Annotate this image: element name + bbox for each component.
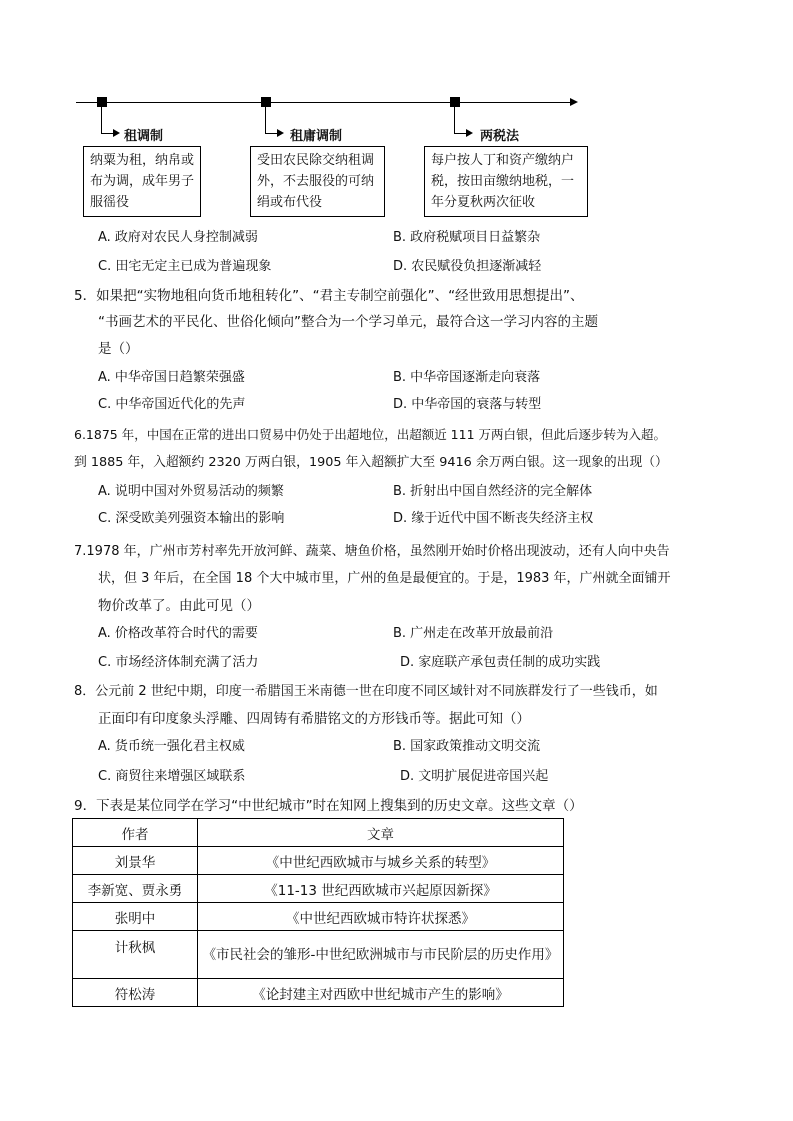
table-row <box>73 931 564 979</box>
table-cell-author: 刘景华 <box>73 847 198 875</box>
q8-stem-line1: 8．公元前 2 世纪中期，印度一希腊国王米南德一世在印度不同区域针对不同族群发行了一些钱币，如 <box>74 684 658 699</box>
q6-option-c: C. 深受欧美列强资本输出的影响 <box>98 511 285 526</box>
q6-stem-line2: 到 1885 年，入超额约 2320 万两白银，1905 年入超额扩大至 9416 余万两白银。这一现象的出现（） <box>74 455 668 470</box>
table-row <box>73 979 564 1007</box>
table-header-row <box>73 819 564 847</box>
timeline-marker-3 <box>450 97 460 107</box>
timeline-label-3: 两税法 <box>480 129 520 144</box>
q4-option-c: C. 田宅无定主已成为普遍现象 <box>98 259 272 274</box>
q7-stem-line2: 状，但 3 年后，在全国 18 个大中城市里，广州的鱼是最便宜的。于是，1983 年，广州就全面铺开 <box>98 571 671 586</box>
q6-stem-line1: 6.1875 年，中国在正常的进出口贸易中仍处于出超地位，出超额近 111 万两白银，但此后逐步转为入超。 <box>74 427 667 442</box>
articles-table <box>72 818 564 1007</box>
q5-option-c: C. 中华帝国近代化的先声 <box>98 397 246 412</box>
q8-option-c: C. 商贸往来增强区域联系 <box>98 769 246 784</box>
q5-stem-line3: 是（） <box>98 341 139 357</box>
timeline-label-2: 租庸调制 <box>290 129 343 144</box>
timeline-arrowhead <box>570 98 578 106</box>
q5-stem-line2: “书画艺术的平民化、世俗化倾向”整合为一个学习单元，最符合这一学习内容的主题 <box>98 314 598 330</box>
timeline-stem-1 <box>101 107 102 133</box>
q5-option-d: D. 中华帝国的衰落与转型 <box>393 397 542 412</box>
table-cell-author: 李新宽、贾永勇 <box>73 875 198 903</box>
table-cell-article: 《论封建主对西欧中世纪城市产生的影响》 <box>198 979 564 1007</box>
q7-option-b: B. 广州走在改革开放最前沿 <box>393 626 554 641</box>
table-cell-article: 《中世纪西欧城市特许状探悉》 <box>198 903 564 931</box>
q9-stem-line1: 9．下表是某位同学在学习“中世纪城市”时在知网上搜集到的历史文章。这些文章（） <box>74 798 583 814</box>
timeline-branch-arrow-2 <box>277 129 284 137</box>
q4-option-b: B. 政府税赋项目日益繁杂 <box>393 230 541 245</box>
timeline-label-1: 租调制 <box>124 129 164 144</box>
table-row <box>73 903 564 931</box>
q8-stem-line2: 正面印有印度象头浮雕、四周铸有希腊铭文的方形钱币等。据此可知（） <box>98 711 530 727</box>
q7-option-d: D. 家庭联产承包责任制的成功实践 <box>400 655 601 670</box>
q6-option-d: D. 缘于近代中国不断丧失经济主权 <box>393 511 594 526</box>
q5-option-b: B. 中华帝国逐渐走向衰落 <box>393 370 541 385</box>
table-cell-article: 《市民社会的雏形-中世纪欧洲城市与市民阶层的历史作用》 <box>198 931 564 979</box>
timeline-box-2: 受田农民除交纳租调外，不去服役的可纳绢或布代役 <box>250 146 385 217</box>
q7-option-a: A. 价格改革符合时代的需要 <box>98 626 258 641</box>
table-cell-author: 计秋枫 <box>73 931 198 979</box>
table-cell-article: 《11-13 世纪西欧城市兴起原因新探》 <box>198 875 564 903</box>
timeline-marker-2 <box>261 97 271 107</box>
table-row <box>73 847 564 875</box>
q7-option-c: C. 市场经济体制充满了活力 <box>98 655 259 670</box>
q5-stem-line1: 5．如果把“实物地租向货币地租转化”、“君主专制空前强化”、“经世致用思想提出”、 <box>74 288 584 304</box>
table-row <box>73 875 564 903</box>
timeline-axis <box>76 102 574 103</box>
timeline-branch-arrow-1 <box>113 129 120 137</box>
timeline-marker-1 <box>97 97 107 107</box>
timeline-box-1: 纳粟为租，纳帛或布为调，成年男子服徭役 <box>83 146 201 217</box>
timeline-branch-arrow-3 <box>466 129 473 137</box>
timeline-stem-3 <box>454 107 455 133</box>
q8-option-d: D. 文明扩展促进帝国兴起 <box>400 769 549 784</box>
timeline-box-3: 每户按人丁和资产缴纳户税，按田亩缴纳地税，一年分夏秋两次征收 <box>424 146 588 217</box>
q7-stem-line1: 7.1978 年，广州市芳村率先开放河鲜、蔬菜、塘鱼价格，虽然刚开始时价格出现波动，还有人向中央告 <box>74 544 670 559</box>
q4-option-d: D. 农民赋役负担逐渐减轻 <box>393 259 542 274</box>
q6-option-a: A. 说明中国对外贸易活动的频繁 <box>98 484 284 499</box>
timeline-stem-2 <box>265 107 266 133</box>
q6-option-b: B. 折射出中国自然经济的完全解体 <box>393 484 593 499</box>
q8-option-b: B. 国家政策推动文明交流 <box>393 739 541 754</box>
table-cell-article: 《中世纪西欧城市与城乡关系的转型》 <box>198 847 564 875</box>
table-header-author: 作者 <box>73 819 198 847</box>
table-cell-author: 符松涛 <box>73 979 198 1007</box>
q5-option-a: A. 中华帝国日趋繁荣强盛 <box>98 370 245 385</box>
table-cell-author: 张明中 <box>73 903 198 931</box>
q8-option-a: A. 货币统一强化君主权威 <box>98 739 245 754</box>
table-header-article: 文章 <box>198 819 564 847</box>
q4-option-a: A. 政府对农民人身控制减弱 <box>98 230 258 245</box>
q7-stem-line3: 物价改革了。由此可见（） <box>98 598 260 614</box>
